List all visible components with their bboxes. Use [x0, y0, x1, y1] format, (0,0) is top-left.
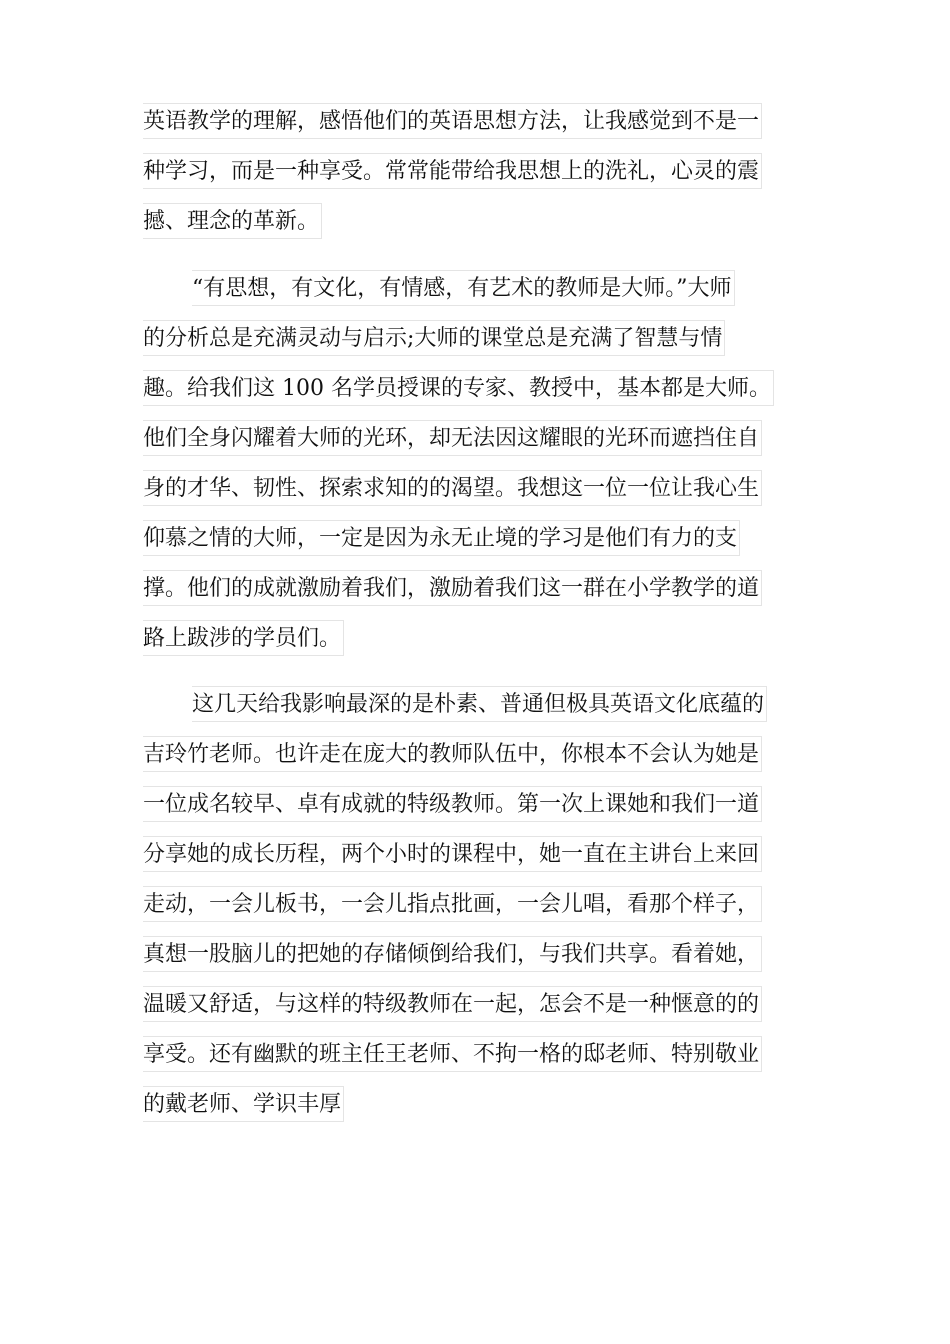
text-line: 真想一股脑儿的把她的存储倾倒给我们，与我们共享。看着她，: [143, 936, 762, 972]
text-line: 趣。给我们这 100 名学员授课的专家、教授中，基本都是大师。: [143, 370, 774, 406]
text-line: 走动，一会儿板书，一会儿指点批画，一会儿唱，看那个样子，: [143, 886, 762, 922]
text-line: 仰慕之情的大师，一定是因为永无止境的学习是他们有力的支: [143, 520, 740, 556]
text-line: 这几天给我影响最深的是朴素、普通但极具英语文化底蕴的: [192, 686, 767, 722]
text-line: 撑。他们的成就激励着我们，激励着我们这一群在小学教学的道: [143, 570, 762, 606]
text-line: 温暖又舒适，与这样的特级教师在一起，怎会不是一种惬意的的: [143, 986, 762, 1022]
text-line: 分享她的成长历程，两个小时的课程中，她一直在主讲台上来回: [143, 836, 762, 872]
text-line: 他们全身闪耀着大师的光环，却无法因这耀眼的光环而遮挡住自: [143, 420, 762, 456]
text-line: 吉玲竹老师。也许走在庞大的教师队伍中，你根本不会认为她是: [143, 736, 762, 772]
text-line: 享受。还有幽默的班主任王老师、不拘一格的邸老师、特别敬业: [143, 1036, 762, 1072]
text-line: 种学习，而是一种享受。常常能带给我思想上的洗礼，心灵的震: [143, 153, 762, 189]
text-line: 一位成名较早、卓有成就的特级教师。第一次上课她和我们一道: [143, 786, 762, 822]
text-line: “有思想，有文化，有情感，有艺术的教师是大师。”大师: [192, 270, 735, 306]
text-line: 撼、理念的革新。: [143, 203, 322, 239]
text-line: 身的才华、韧性、探索求知的的渴望。我想这一位一位让我心生: [143, 470, 762, 506]
text-line: 路上跋涉的学员们。: [143, 620, 344, 656]
text-line: 的戴老师、学识丰厚: [143, 1086, 344, 1122]
text-line: 英语教学的理解，感悟他们的英语思想方法，让我感觉到不是一: [143, 103, 762, 139]
text-line: 的分析总是充满灵动与启示;大师的课堂总是充满了智慧与情: [143, 320, 725, 356]
